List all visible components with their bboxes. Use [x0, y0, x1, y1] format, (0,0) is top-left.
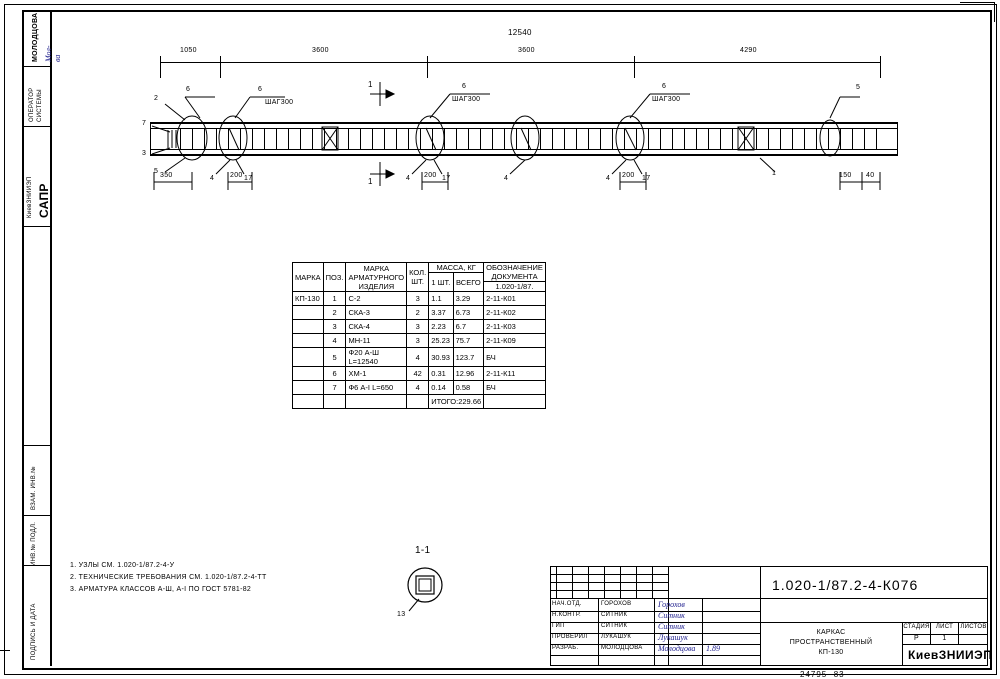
note-0: 1. УЗЛЫ СМ. 1.020-1/87.2-4-У — [70, 562, 175, 569]
callout-top-2: 6 — [462, 83, 467, 90]
bom-cell-mass-one: 0.31 — [429, 367, 453, 381]
table-row — [293, 306, 546, 320]
left-stamp-row-6: ПОДПИСЬ И ДАТА — [31, 603, 37, 660]
left-stamp-row-1: ОПЕРАТОР СИСТЕМЫ — [29, 85, 43, 122]
bom-cell-mass-one: 1.1 — [429, 292, 453, 306]
sheet-value: 1 — [942, 635, 947, 642]
bom-cell-empty — [346, 395, 407, 409]
section-mark-bottom: 1 — [368, 177, 373, 186]
bom-cell-mass-total: 6.73 — [453, 306, 484, 320]
role-name-0: ГОРОХОВ — [601, 601, 632, 607]
pos-bottom-0: 4 — [210, 175, 215, 182]
pos-bottom-1: 17 — [244, 175, 253, 182]
table-row — [293, 348, 546, 367]
bom-total-value: 229.66 — [458, 397, 482, 406]
table-row — [293, 381, 546, 395]
left-stamp-sapr: САПР — [37, 183, 51, 218]
bom-cell-mass-total: 12.96 — [453, 367, 484, 381]
role-label-0: НАЧ.ОТД. — [552, 601, 582, 607]
bom-marka-value: КП-130 — [293, 292, 324, 306]
bom-header-marka: МАРКА — [293, 263, 324, 292]
segment-dim-0: 1050 — [180, 47, 197, 54]
dim-bottom-0: 350 — [160, 172, 173, 179]
bom-cell-empty — [293, 367, 324, 381]
corner-mark — [0, 650, 10, 651]
section-detail — [395, 545, 485, 625]
bom-cell-qty: 42 — [407, 367, 429, 381]
dim-bottom-4: 150 — [839, 172, 852, 179]
bom-cell-mass-one: 3.37 — [429, 306, 453, 320]
bom-cell-doc: 2-11-К01 — [484, 292, 546, 306]
bom-cell-doc: БЧ — [484, 381, 546, 395]
note-1: 2. ТЕХНИЧЕСКИЕ ТРЕБОВАНИЯ СМ. 1.020-1/87.2-4-ТТ — [70, 574, 267, 581]
step-label-1: ШАГ300 — [452, 96, 481, 103]
dim-bottom-5: 40 — [866, 172, 875, 179]
corner-mark — [960, 2, 994, 3]
pos-bottom-3: 17 — [442, 175, 451, 182]
role-name-4: МОЛОДЦОВА — [601, 645, 643, 651]
step-label-0: ШАГ300 — [265, 99, 294, 106]
bom-cell-mass-total: 75.7 — [453, 334, 484, 348]
bom-cell-empty — [293, 395, 324, 409]
pos-left-0: 2 — [154, 95, 159, 102]
bom-header-row-1 — [293, 263, 546, 273]
pos-left-2: 3 — [142, 150, 147, 157]
step-label-2: ШАГ300 — [652, 96, 681, 103]
bom-header-doc-sub: 1.020-1/87. — [484, 282, 546, 292]
object-name: КАРКАС ПРОСТРАНСТВЕННЫЙ КП-130 — [789, 629, 873, 656]
bom-cell-empty — [293, 381, 324, 395]
dim-bottom-2: 200 — [424, 172, 437, 179]
bom-cell-poz: 3 — [323, 320, 346, 334]
role-sign-3: Лукашук — [658, 633, 688, 642]
bom-cell-mass-total: 6.7 — [453, 320, 484, 334]
left-stamp-org: КиевЗНИИЭП — [27, 176, 33, 218]
role-name-1: СИТНИК — [601, 612, 628, 618]
role-sign-4: Молодцова — [658, 644, 696, 653]
section-geometry — [395, 559, 485, 625]
bom-header-mass: МАССА, КГ — [429, 263, 484, 273]
left-stamp-column — [22, 10, 62, 666]
callout-top-3: 6 — [662, 83, 667, 90]
bom-cell-doc: БЧ — [484, 348, 546, 367]
bom-cell-qty: 4 — [407, 381, 429, 395]
left-stamp-row-0: МОЛОДЦОВА — [32, 12, 39, 62]
sheet-label: ЛИСТ — [935, 624, 954, 630]
bom-cell-doc: 2-11-К11 — [484, 367, 546, 381]
table-row — [293, 367, 546, 381]
bom-cell-empty — [484, 395, 546, 409]
role-sign-2: Ситник — [658, 622, 685, 631]
section-title: 1-1 — [415, 545, 431, 556]
bom-cell-product: ХМ-1 — [346, 367, 407, 381]
footer-code: 24795 83 — [800, 670, 845, 679]
left-column-divider — [50, 10, 52, 666]
bom-cell-product: СКА-3 — [346, 306, 407, 320]
bom-cell-doc: 2-11-К02 — [484, 306, 546, 320]
beam-elevation-drawing — [140, 22, 900, 202]
role-label-1: Н.КОНТР. — [552, 612, 582, 618]
pos-bottom-6: 17 — [642, 175, 651, 182]
stage-value: Р — [914, 635, 919, 642]
bom-cell-product: СКА-4 — [346, 320, 407, 334]
bom-cell-empty — [293, 348, 324, 367]
role-name-2: СИТНИК — [601, 623, 628, 629]
bom-cell-poz: 1 — [323, 292, 346, 306]
overall-length-label: 12540 — [508, 28, 532, 37]
role-label-4: РАЗРАБ. — [552, 645, 579, 651]
bom-cell-doc: 2-11-К03 — [484, 320, 546, 334]
segment-dim-2: 3600 — [518, 47, 535, 54]
table-row — [293, 334, 546, 348]
table-row — [293, 292, 546, 306]
sheets-label: ЛИСТОВ — [960, 624, 987, 630]
bom-cell-poz: 5 — [323, 348, 346, 367]
bom-header-doc: ОБОЗНАЧЕНИЕ ДОКУМЕНТА — [484, 263, 546, 282]
embedded-parts-overlay — [140, 22, 900, 202]
bom-header-product: МАРКА АРМАТУРНОГО ИЗДЕЛИЯ — [346, 263, 407, 292]
left-row-divider — [22, 126, 50, 127]
bom-header-poz: ПОЗ. — [323, 263, 346, 292]
pos-left-1: 7 — [142, 120, 147, 127]
section-mark-top: 1 — [368, 80, 373, 89]
dim-bottom-1: 200 — [230, 172, 243, 179]
role-name-3: ЛУКАШУК — [601, 634, 632, 640]
title-block — [550, 566, 993, 666]
pos-bottom-4: 4 — [504, 175, 509, 182]
bom-header-qty: КОЛ. ШТ. — [407, 263, 429, 292]
left-row-divider — [22, 226, 50, 227]
role-date-4: 1.89 — [706, 644, 720, 653]
corner-mark — [994, 2, 995, 22]
note-2: 3. АРМАТУРА КЛАССОВ А-Ш, А-I ПО ГОСТ 5781-82 — [70, 586, 252, 593]
bom-cell-product: Ф20 А-Ш L=12540 — [346, 348, 407, 367]
doc-number: 1.020-1/87.2-4-К076 — [772, 577, 919, 593]
role-label-2: ГИП — [552, 623, 565, 629]
left-row-divider — [22, 515, 50, 516]
dim-bottom-3: 200 — [622, 172, 635, 179]
bom-cell-product: МН-11 — [346, 334, 407, 348]
bom-cell-qty: 3 — [407, 320, 429, 334]
bom-cell-mass-total: 123.7 — [453, 348, 484, 367]
table-row — [293, 320, 546, 334]
bom-cell-empty — [293, 320, 324, 334]
role-label-3: ПРОВЕРИЛ — [552, 634, 588, 640]
pos-bottom-5: 4 — [606, 175, 611, 182]
bom-header-mass-total: ВСЕГО — [453, 273, 484, 292]
bom-header-mass-one: 1 ШТ. — [429, 273, 453, 292]
bom-cell-qty: 3 — [407, 292, 429, 306]
bom-cell-mass-one: 25.23 — [429, 334, 453, 348]
bom-cell-qty: 4 — [407, 348, 429, 367]
left-stamp-signature: Мол-ва — [44, 45, 62, 62]
bom-table — [292, 262, 546, 409]
bom-cell-empty — [293, 334, 324, 348]
notes-block — [70, 560, 267, 596]
bom-cell-poz: 7 — [323, 381, 346, 395]
stage-label: СТАДИЯ — [903, 624, 930, 630]
pos-bottom-2: 4 — [406, 175, 411, 182]
bom-cell-poz: 4 — [323, 334, 346, 348]
bom-cell-empty — [323, 395, 346, 409]
bom-cell-mass-one: 0.14 — [429, 381, 453, 395]
bom-cell-mass-one: 30.93 — [429, 348, 453, 367]
bom-cell-mass-total: 3.29 — [453, 292, 484, 306]
bom-cell-product: Ф6 А-I L=650 — [346, 381, 407, 395]
bom-cell-mass-one: 2.23 — [429, 320, 453, 334]
callout-top-0: 6 — [186, 86, 191, 93]
organization-name: КиевЗНИИЭП — [908, 648, 993, 662]
bom-cell-qty: 3 — [407, 334, 429, 348]
bom-total — [429, 395, 484, 409]
pos-left-3: 5 — [154, 168, 159, 175]
pos-right-0: 5 — [856, 84, 861, 91]
callout-top-1: 6 — [258, 86, 263, 93]
bom-cell-empty — [293, 306, 324, 320]
bom-cell-doc: 2-11-К09 — [484, 334, 546, 348]
bom-cell-qty: 2 — [407, 306, 429, 320]
left-row-divider — [22, 445, 50, 446]
section-label: 13 — [397, 611, 406, 618]
left-stamp-row-4: ВЗАМ. ИНВ.№ — [31, 466, 37, 510]
bom-cell-poz: 2 — [323, 306, 346, 320]
bom-total-label: ИТОГО: — [431, 397, 459, 406]
bom-cell-product: С-2 — [346, 292, 407, 306]
bom-cell-mass-total: 0.58 — [453, 381, 484, 395]
bom-cell-empty — [407, 395, 429, 409]
role-sign-1: Ситник — [658, 611, 685, 620]
left-stamp-row-5: ИНВ.№ ПОДЛ. — [31, 521, 37, 566]
pos-right-1: 1 — [772, 170, 777, 177]
role-sign-0: Горохов — [658, 600, 685, 609]
bom-cell-poz: 6 — [323, 367, 346, 381]
bom-total-row — [293, 395, 546, 409]
segment-dim-1: 3600 — [312, 47, 329, 54]
segment-dim-3: 4290 — [740, 47, 757, 54]
